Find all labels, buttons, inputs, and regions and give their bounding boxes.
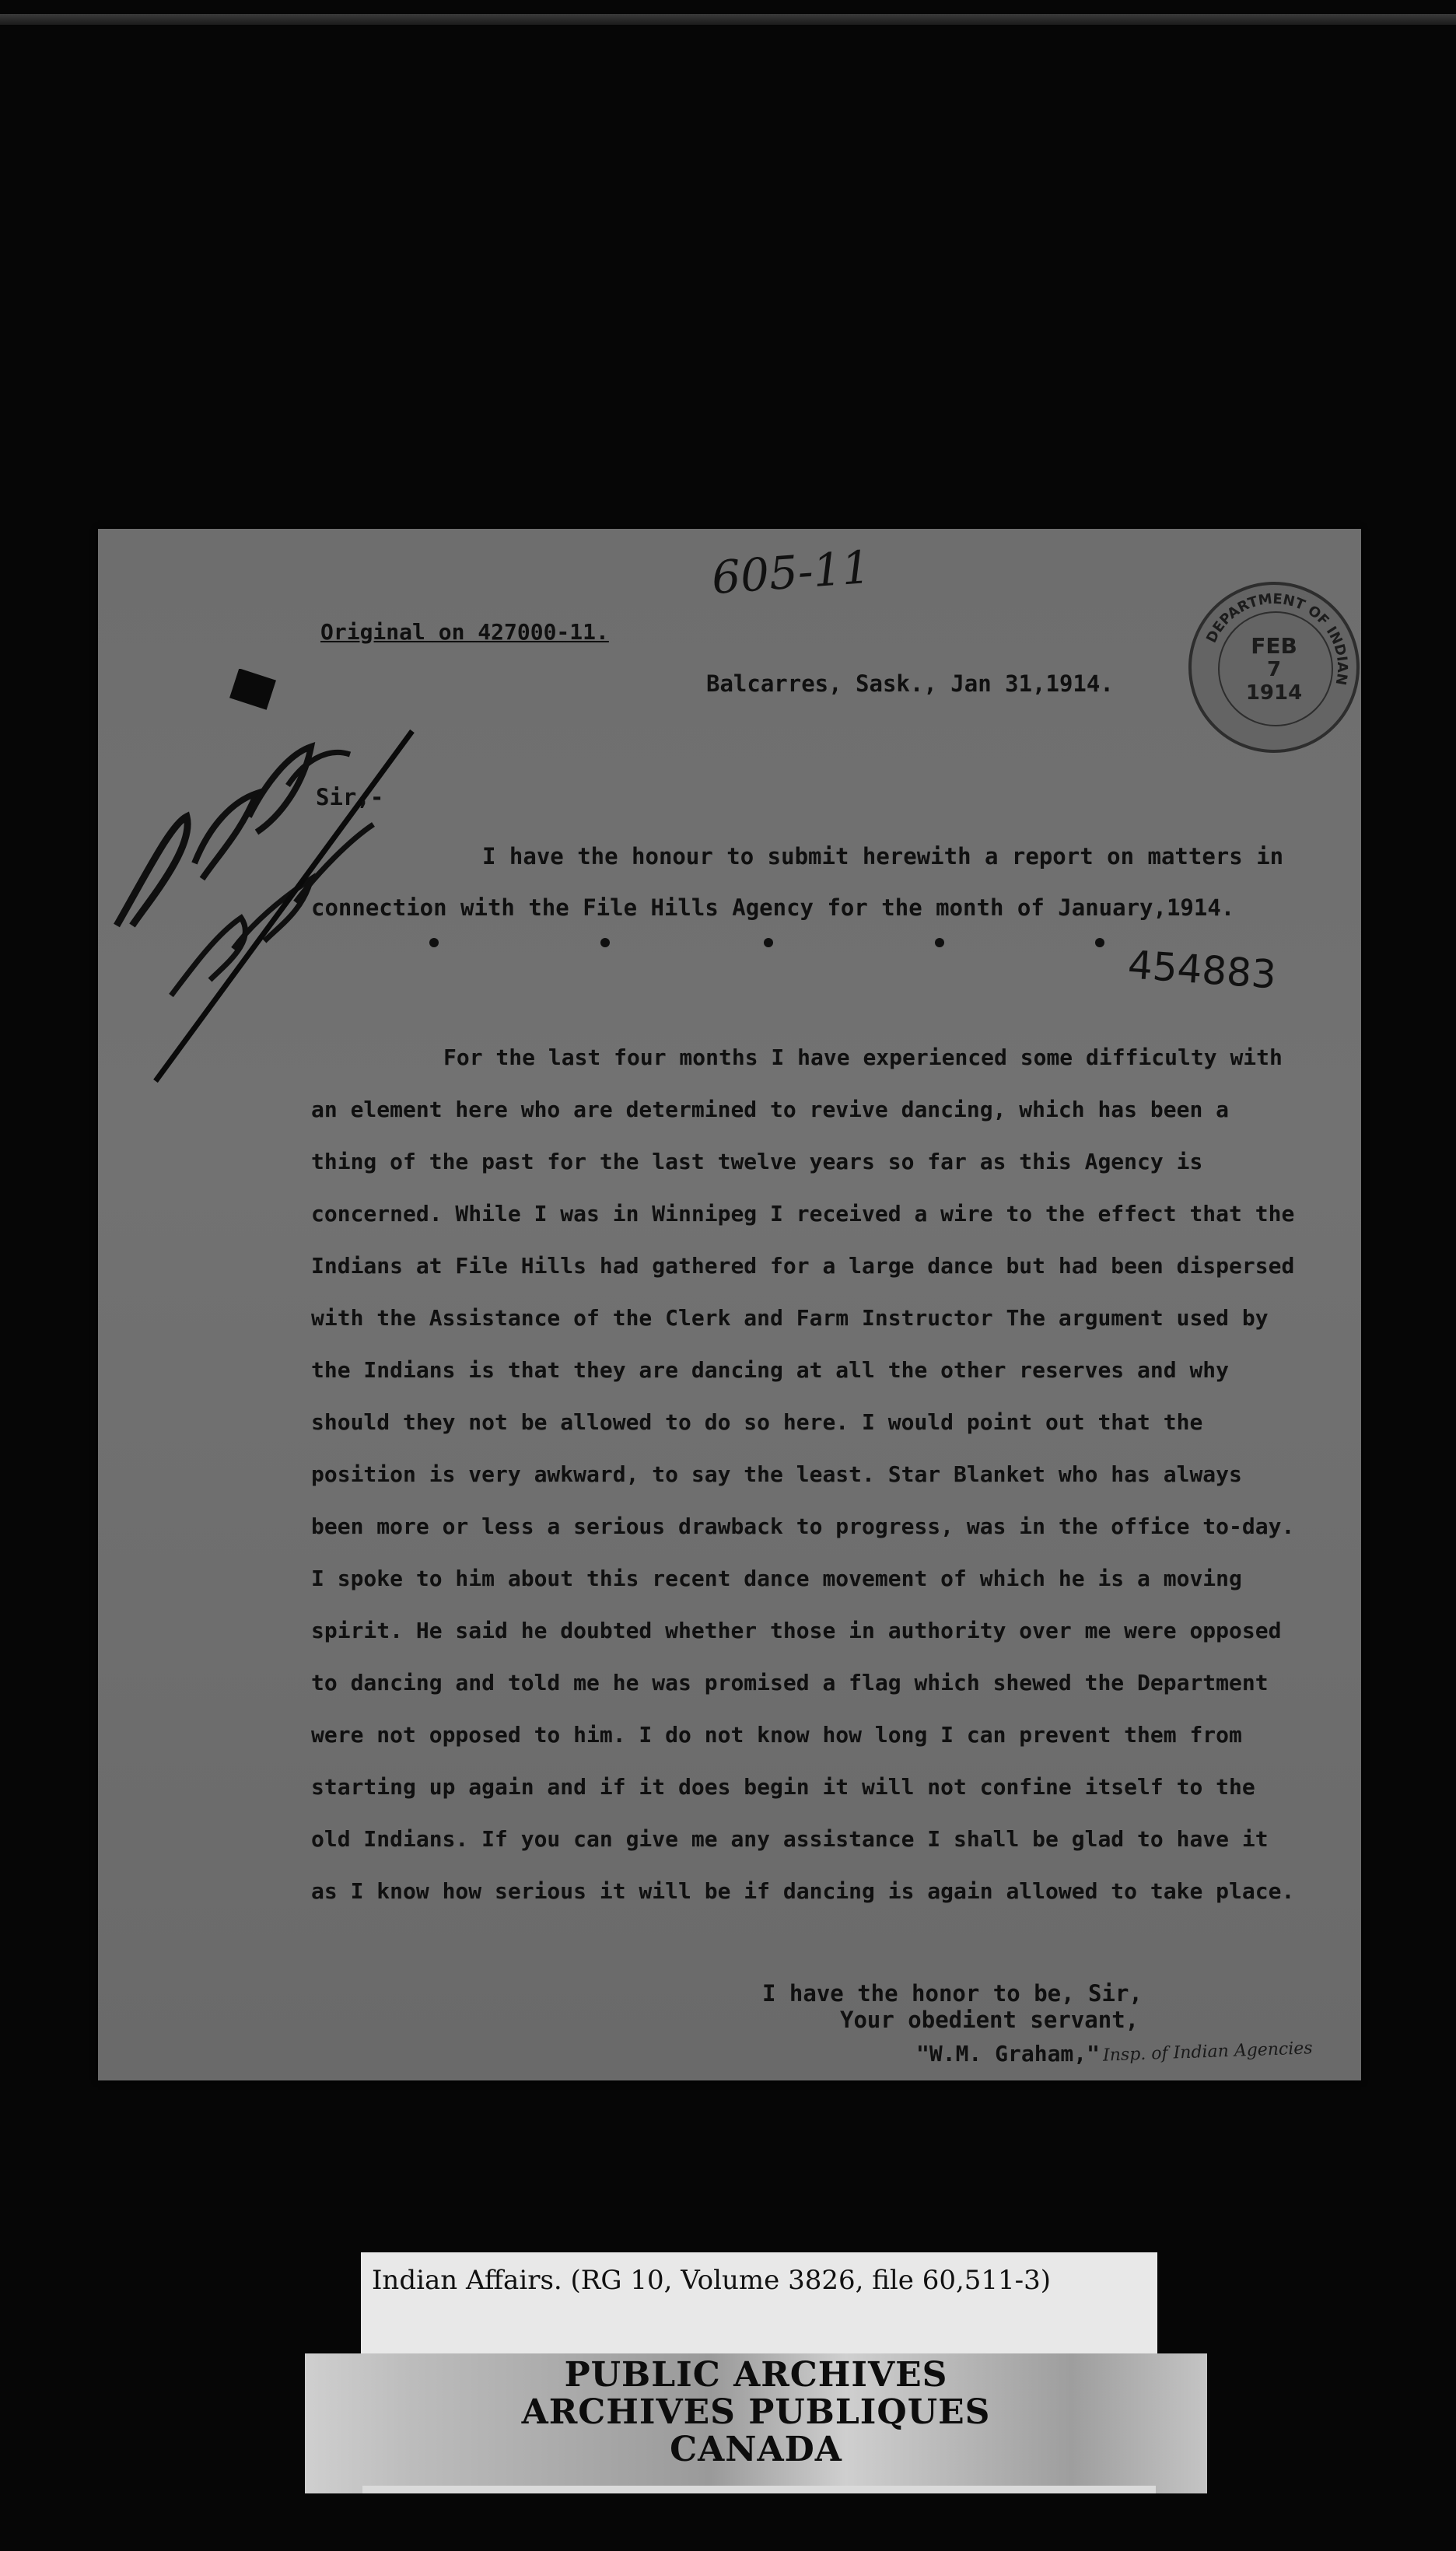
archive-reference-text: Indian Affairs. (RG 10, Volume 3826, file 60,511-3) xyxy=(372,2265,1052,2296)
archive-line-3: CANADA xyxy=(670,2430,842,2469)
separator-dot xyxy=(429,938,439,947)
salutation: Sir,- xyxy=(316,784,384,810)
film-edge-strip xyxy=(0,14,1456,25)
department-received-stamp xyxy=(1188,582,1360,753)
archive-line-2: ARCHIVES PUBLIQUES xyxy=(521,2392,991,2432)
handwritten-file-number: 605-11 xyxy=(709,540,873,605)
separator-dot xyxy=(600,938,610,947)
separator-dot xyxy=(1095,938,1104,947)
closing-line-2: Your obedient servant, xyxy=(840,2007,1139,2033)
separator-dots xyxy=(429,938,1129,954)
stamp-year: 1914 xyxy=(1245,681,1303,705)
intro-paragraph: I have the honour to submit herewith a report on matters in connection with the File Hills Agency for the month of January,1914. xyxy=(311,843,1284,921)
signature: "W.M. Graham," xyxy=(916,2041,1101,2066)
stamp-day: 7 xyxy=(1266,658,1282,681)
separator-dot xyxy=(764,938,773,947)
archive-line-1: PUBLIC ARCHIVES xyxy=(564,2355,948,2395)
body-paragraph: For the last four months I have experienced some difficulty with an element here who are determined to revive dancing, which has been a thing of the past for the last twelve years so far as this Agency is concerned. While I was in Winnipeg I received a wire to the effect that the Indians at File Hills had gathered for a large dance but had been dispersed with the Assistance of the Clerk and Farm Instructor The argument used by the Indians is that they are dancing at all the other reserves and why should they not be allowed to do so here. I would point out that the position is very awkward, to say the least. Star Blanket who has always been more or less a serious drawback to progress, was in the office to-day. I spoke to him about this recent dance movement of which he is a moving spirit. He said he doubted whether those in authority over me were opposed to dancing and told me he was promised a flag which shewed the Department were not opposed to him. I do not know how long I can prevent them from starting up again and if it does begin it will not confine itself to the old Indians. If you can give me any assistance I shall be glad to have it as I know how serious it will be if dancing is again allowed to take place. xyxy=(311,1045,1295,1904)
closing-line-1: I have the honor to be, Sir, xyxy=(762,1980,1143,2007)
place-and-date: Balcarres, Sask., Jan 31,1914. xyxy=(706,670,1114,697)
separator-dot xyxy=(935,938,944,947)
stamp-month: FEB xyxy=(1251,633,1297,659)
archive-bottom-strip xyxy=(362,2486,1156,2493)
original-reference: Original on 427000-11. xyxy=(320,619,609,645)
stamp-ring-text: DEPARTMENT OF INDIAN xyxy=(1203,590,1351,687)
signature-handwritten-title: Insp. of Indian Agencies xyxy=(1102,2038,1314,2066)
handwritten-file-stamp-number: 454883 xyxy=(1126,942,1278,998)
